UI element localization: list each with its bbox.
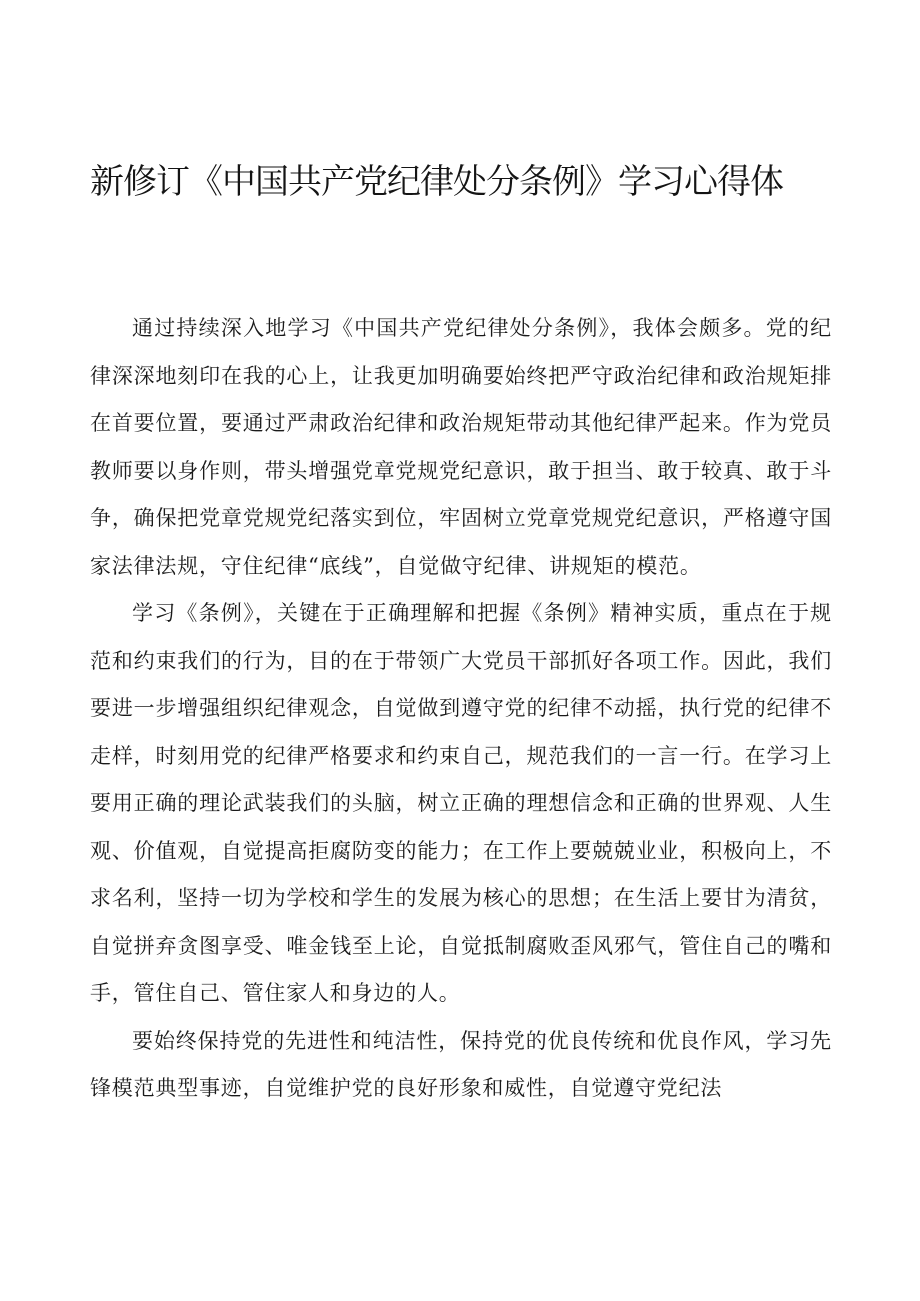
paragraph: 学习《条例》，关键在于正确理解和把握《条例》精神实质，重点在于规范和约束我们的行为，目的在于带领广大党员干部抓好各项工作。因此，我们要进一步增强组织纪律观念，自觉做到遵守党的纪律不动摇，执行党的纪律不走样，时刻用党的纪律严格要求和约束自己，规范我们的一言一行。在学习上要用正确的理论武装我们的头脑，树立正确的理想信念和正确的世界观、人生观、价值观，自觉提高拒腐防变的能力；在工作上要兢兢业业，积极向上，不求名利，坚持一切为学校和学生的发展为核心的思想；在生活上要甘为清贫，自觉拼弃贪图享受、唯金钱至上论，自觉抵制腐败歪风邪气，管住自己的嘴和手，管住自己、管住家人和身边的人。 [90,601,832,1005]
paragraph: 通过持续深入地学习《中国共产党纪律处分条例》，我体会颇多。党的纪律深深地刻印在我的心上，让我更加明确要始终把严守政治纪律和政治规矩排在首要位置，要通过严肃政治纪律和政治规矩带动其他纪律严起来。作为党员教师要以身作则，带头增强党章党规党纪意识，敢于担当、敢于较真、敢于斗争，确保把党章党规党纪落实到位，牢固树立党章党规党纪意识，严格遵守国家法律法规，守住纪律“底线”，自觉做守纪律、讲规矩的模范。 [90,316,832,578]
document-body [90,305,832,1113]
paragraph: 要始终保持党的先进性和纯洁性，保持党的优良传统和优良作风，学习先锋模范典型事迹，自觉维护党的良好形象和威性，自觉遵守党纪法 [90,1028,832,1100]
document-title: 新修订《中国共产党纪律处分条例》学习心得体 [90,162,783,202]
